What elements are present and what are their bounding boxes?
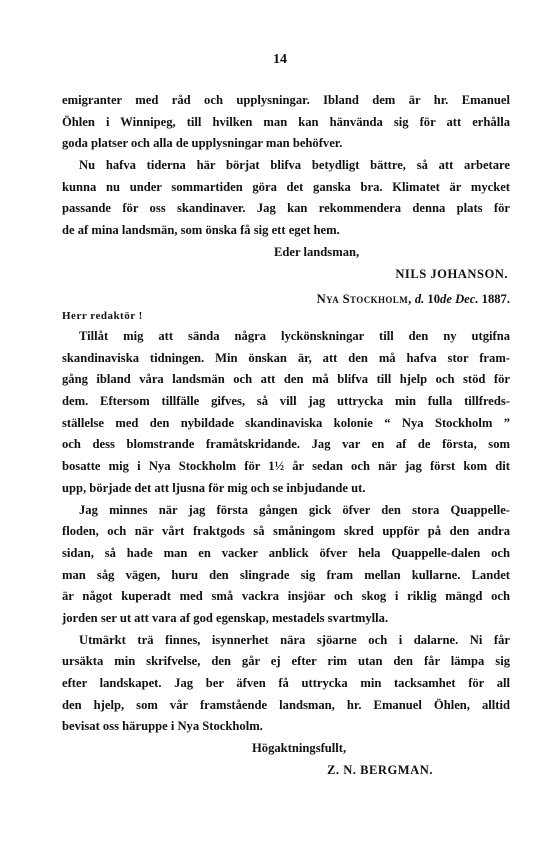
- text-line: gång ibland våra landsmän och att den må blifva till hjelp och stöd för: [62, 372, 510, 387]
- dateline: [62, 292, 510, 307]
- text-line: dem. Eftersom tillfälle gifves, så vill jag uttrycka min fulla tillfreds-: [62, 394, 510, 409]
- text-line: sidan, så hade man en vacker anblick öfver hela Quappelle-dalen och: [62, 545, 510, 560]
- text-line: skandinaviska tidningen. Min önskan är, att den må hafva stor fram-: [62, 350, 510, 365]
- text-line: bevisat oss häruppe i Nya Stockholm.: [62, 719, 263, 734]
- date-suffix: de: [440, 292, 452, 306]
- text-line: goda platser och alla de upplysningar man behöfver.: [62, 136, 343, 151]
- letter-1-closing: Eder landsman,: [274, 244, 360, 259]
- date-d: d.: [414, 292, 425, 306]
- text-line: Öhlen i Winnipeg, till hvilken man kan hänvända sig för att erhålla: [62, 114, 510, 129]
- text-line: Tillåt mig att sända några lyckönskningar till den ny utgifna: [79, 329, 510, 343]
- text-line: man såg vägen, huru den slingrade sig fram mellan kullarne. Landet: [62, 567, 510, 582]
- date-day: 10: [427, 292, 441, 306]
- place-name: Nya Stockholm,: [316, 292, 412, 306]
- text-line: bosatte mig i Nya Stockholm för 1½ år sedan och när jag först kom dit: [62, 459, 510, 474]
- text-line: jorden ser ut att vara af god egenskap, mestadels svartmylla.: [62, 610, 389, 625]
- letter-2-closing: Högaktningsfullt,: [252, 741, 347, 756]
- date-month: Dec.: [455, 292, 479, 306]
- text-line: ursäkta min skrifvelse, den går ej efter rim utan den får lämpa sig: [62, 654, 510, 669]
- text-line: passande för oss skandinaver. Jag kan rekommendera denna plats för: [62, 201, 510, 216]
- text-line: upp, började det att ljusna för mig och se inbjudande ut.: [62, 480, 366, 495]
- letter-2-signature: Z. N. BERGMAN.: [327, 762, 434, 777]
- letter-1-signature: NILS JOHANSON.: [395, 266, 508, 281]
- text-line: floden, och när vårt fraktgods så småningom skred uppför på den andra: [62, 524, 510, 539]
- text-line: kunna nu under sommartiden göra det ganska bra. Klimatet är mycket: [62, 179, 510, 194]
- text-line: de af mina landsmän, som önska få sig ett eget hem.: [62, 223, 340, 238]
- text-line: Jag minnes när jag första gången gick öfver den stora Quappelle-: [79, 502, 510, 517]
- letter-1: [62, 90, 510, 285]
- text-line: efter landskapet. Jag ber äfven få uttrycka min tacksamhet för all: [62, 676, 510, 690]
- text-line: och dess blomstrande framåtskridande. Jag var en af de första, som: [62, 437, 510, 452]
- text-line: Nu hafva tiderna här börjat blifva betydligt bättre, så att arbetare: [79, 158, 510, 173]
- text-line: emigranter med råd och upplysningar. Ibland dem är hr. Emanuel: [62, 93, 510, 107]
- salutation: Herr redaktör !: [62, 310, 143, 322]
- letter-2: [62, 326, 510, 781]
- text-line: Utmärkt trä finnes, isynnerhet nära sjöarne och i dalarne. Ni får: [79, 632, 510, 647]
- text-line: är något kuperadt med små vackra insjöar och skog i riklig mängd och: [62, 589, 510, 604]
- date-year: 1887.: [481, 292, 510, 306]
- page-number: 14: [273, 52, 287, 67]
- text-line: den hjelp, som vår framstående landsman, hr. Emanuel Öhlen, alltid: [62, 697, 510, 712]
- text-line: ställelse med den nybildade skandinaviska kolonie “ Nya Stockholm ”: [62, 415, 510, 430]
